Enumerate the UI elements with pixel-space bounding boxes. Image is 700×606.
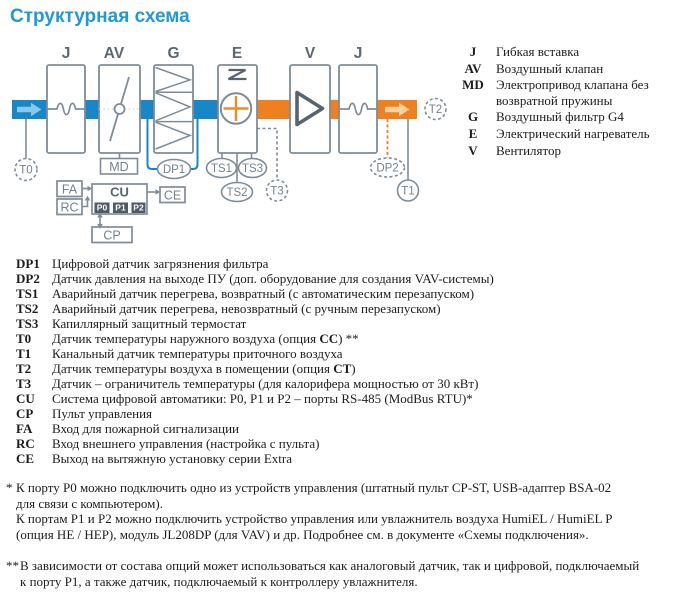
footnote-marker: ** [6, 558, 19, 574]
list-row [16, 391, 494, 406]
list-key: RC [16, 436, 35, 451]
ts3-label: TS3 [241, 163, 264, 175]
footnote-line: К портам P1 и P2 можно подключить устройство управления или увлажнитель воздуха HumiEL / HumiEL P [16, 511, 613, 527]
legend-key: MD [462, 77, 484, 93]
t3-label: T3 [270, 185, 284, 198]
legend-row [456, 61, 692, 77]
footnote-1 [6, 480, 639, 542]
list-key: T1 [16, 346, 32, 361]
legend-row [456, 126, 692, 142]
list-text: Канальный датчик температуры приточного воздуха [52, 346, 343, 361]
ts1-label: TS1 [210, 163, 233, 175]
component-label-j1: J [61, 45, 71, 62]
list-row [16, 376, 494, 391]
list-row [16, 451, 494, 466]
ce-label: CE [163, 188, 182, 203]
legend-row [456, 44, 692, 60]
list-text: Датчик температуры наружного воздуха (опция CC) ** [52, 331, 359, 346]
list-row [16, 421, 494, 436]
legend-text: Гибкая вставка [496, 44, 580, 59]
component-label-v: V [304, 45, 316, 62]
list-row [16, 331, 494, 346]
legend-text: Воздушный клапан [496, 60, 604, 76]
footnote-2 [6, 558, 640, 589]
legend-key: V [468, 142, 478, 158]
legend-text: Воздушный фильтр G4 [496, 109, 624, 125]
md-label: MD [109, 159, 129, 174]
valve-pivot-icon [115, 104, 125, 114]
list-row [16, 436, 494, 451]
list-key: DP1 [16, 256, 40, 271]
rc-label: RC [60, 200, 79, 215]
list-text: Датчик давления на выходе ПУ (доп. оборудование для создания VAV-системы) [52, 271, 494, 286]
list-text: Вход для пожарной сигнализации [52, 421, 239, 436]
dp1-label: DP1 [162, 164, 186, 176]
list-text: Датчик – ограничитель температуры (для калорифера мощностью от 30 кВт) [52, 376, 479, 391]
list-text: Аварийный датчик перегрева, возвратный (с автоматическим перезапуском) [52, 286, 475, 301]
t2-label: T2 [428, 104, 443, 116]
component-label-g: G [167, 45, 180, 62]
t0-label: T0 [19, 164, 33, 177]
list-row [16, 316, 494, 331]
list-text: Аварийный датчик перегрева, невозвратный (с ручным перезапуском) [52, 301, 441, 316]
component-label-e: E [231, 45, 243, 62]
list-key: DP2 [16, 271, 40, 286]
dp2-label: DP2 [376, 162, 399, 175]
list-key: T3 [16, 376, 32, 391]
list-text: Пульт управления [52, 406, 153, 421]
list-row [16, 301, 494, 316]
footnote-line: для связи с компьютером). [16, 495, 163, 511]
legend-key: J [469, 44, 477, 59]
footnote-line: к порту P1, а также датчик, подключаемый к контроллеру увлажнителя. [20, 573, 418, 589]
list-row [16, 286, 494, 301]
page-title: Структурная схема [10, 6, 190, 27]
legend-key: E [468, 125, 478, 141]
p1-label: P1 [115, 202, 126, 213]
legend-text: Вентилятор [496, 142, 562, 158]
list-text: Система цифровой автоматики: P0, P1 и P2 – порты RS-485 (ModBus RTU)* [52, 391, 473, 406]
list-key: TS3 [16, 316, 39, 331]
footnote-marker: * [6, 480, 13, 495]
list-key: T0 [16, 331, 32, 346]
list-text: Вход внешнего управления (настройка с пульта) [52, 436, 320, 451]
list-key: TS1 [16, 286, 39, 301]
structural-diagram [0, 0, 460, 250]
legend-key: AV [464, 60, 482, 76]
footnote-line: (опция HE / HEP), модуль JL208DP (для VAV) и др. Подробнее см. в документе «Схемы подключения». [16, 526, 589, 542]
footnote-line: В зависимости от состава опций может использоваться как аналоговый датчик, так и цифровой, подключаемый [20, 558, 640, 574]
list-row [16, 406, 494, 421]
legend-row [456, 77, 692, 108]
list-row [16, 256, 494, 271]
p0-label: P0 [96, 202, 108, 213]
footnote-line: К порту P0 можно подключить одно из устройств управления (штатный пульт CP-ST, USB-адаптер BSA-02 [16, 480, 612, 495]
component-label-j2: J [353, 45, 363, 62]
legend-row [456, 143, 692, 159]
list-key: TS2 [16, 301, 39, 316]
abbreviation-list [16, 256, 494, 466]
list-key: FA [16, 421, 33, 436]
legend-text: Электрический нагреватель [496, 125, 650, 141]
list-key: CP [16, 406, 34, 421]
p2-label: P2 [133, 202, 144, 213]
legend-row [456, 109, 692, 125]
cp-label: CP [103, 228, 121, 243]
list-text: Выход на вытяжную установку серии Extra [52, 451, 293, 466]
cu-label: CU [110, 184, 129, 200]
list-text: Датчик температуры воздуха в помещении (опция CT) [52, 361, 356, 376]
ts2-label: TS2 [226, 187, 248, 199]
footnotes [6, 480, 639, 590]
list-text: Цифровой датчик загрязнения фильтра [52, 256, 269, 271]
list-key: T2 [16, 361, 32, 376]
legend-text: Электропривод клапана без возвратной пружины [496, 77, 649, 108]
list-key: CE [16, 451, 35, 466]
list-row [16, 271, 494, 286]
fa-label: FA [61, 182, 78, 197]
list-row [16, 346, 494, 361]
rc-arrowhead-icon [85, 196, 91, 201]
t1-label: T1 [401, 185, 415, 198]
component-label-av: AV [103, 45, 125, 62]
list-text: Капиллярный защитный термостат [52, 316, 247, 331]
list-row [16, 361, 494, 376]
component-legend [456, 44, 692, 159]
legend-key: G [467, 109, 479, 125]
list-key: CU [16, 391, 35, 406]
